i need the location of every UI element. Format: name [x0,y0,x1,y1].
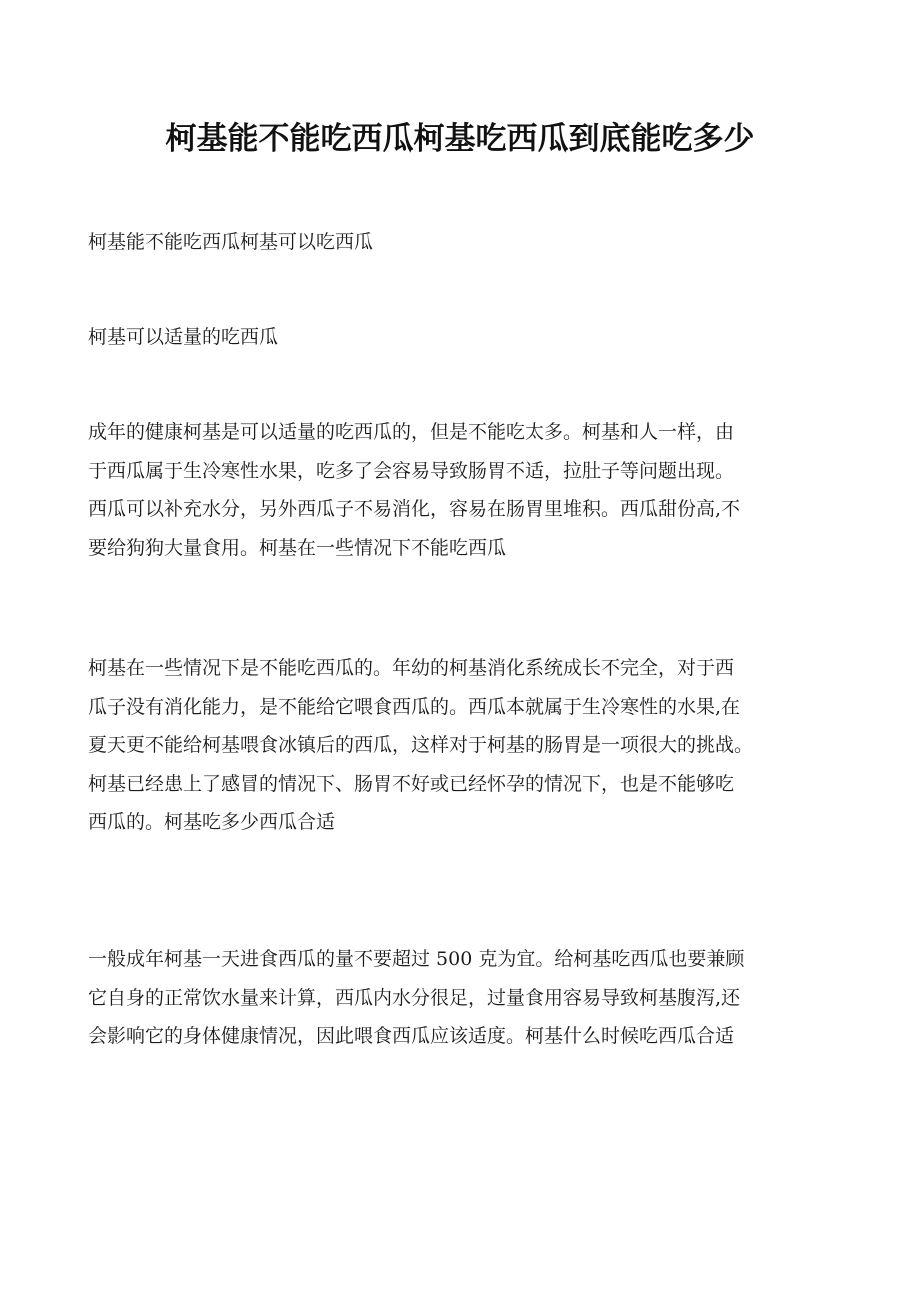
document-title: 柯基能不能吃西瓜柯基吃西瓜到底能吃多少 [165,121,755,157]
paragraph-line: 夏天更不能给柯基喂食冰镇后的西瓜，这样对于柯基的肠胃是一项很大的挑战。 [88,734,754,756]
paragraph-line: 柯基可以适量的吃西瓜 [88,326,279,348]
paragraph-3 [88,413,828,567]
paragraph-line: 西瓜可以补充水分，另外西瓜子不易消化，容易在肠胃里堆积。西瓜甜份高,不 [88,498,741,520]
paragraph-4 [88,649,828,842]
paragraph-line: 柯基已经患上了感冒的情况下、肠胃不好或已经怀孕的情况下，也是不能够吃 [88,772,735,795]
paragraph-line: 它自身的正常饮水量来计算，西瓜内水分很足，过量食用容易导致柯基腹泻,还 [88,986,741,1009]
paragraph-5 [88,940,828,1056]
paragraph-1 [88,223,828,262]
paragraph-line: 会影响它的身体健康情况，因此喂食西瓜应该适度。柯基什么时候吃西瓜合适 [88,1025,735,1047]
paragraph-2 [88,318,828,357]
paragraph-line: 西瓜的。柯基吃多少西瓜合适 [88,811,336,833]
paragraph-line: 要给狗狗大量食用。柯基在一些情况下不能吃西瓜 [88,536,507,559]
paragraph-line: 柯基能不能吃西瓜柯基可以吃西瓜 [88,231,374,253]
paragraph-line: 一般成年柯基一天进食西瓜的量不要超过 500 克为宜。给柯基吃西瓜也要兼顾 [88,948,745,970]
paragraph-line: 于西瓜属于生冷寒性水果，吃多了会容易导致肠胃不适，拉肚子等问题出现。 [88,459,735,482]
paragraph-line: 瓜子没有消化能力，是不能给它喂食西瓜的。西瓜本就属于生冷寒性的水果,在 [88,695,741,718]
paragraph-line: 成年的健康柯基是可以适量的吃西瓜的，但是不能吃太多。柯基和人一样，由 [88,421,735,443]
paragraph-line: 柯基在一些情况下是不能吃西瓜的。年幼的柯基消化系统成长不完全，对于西 [88,657,735,679]
